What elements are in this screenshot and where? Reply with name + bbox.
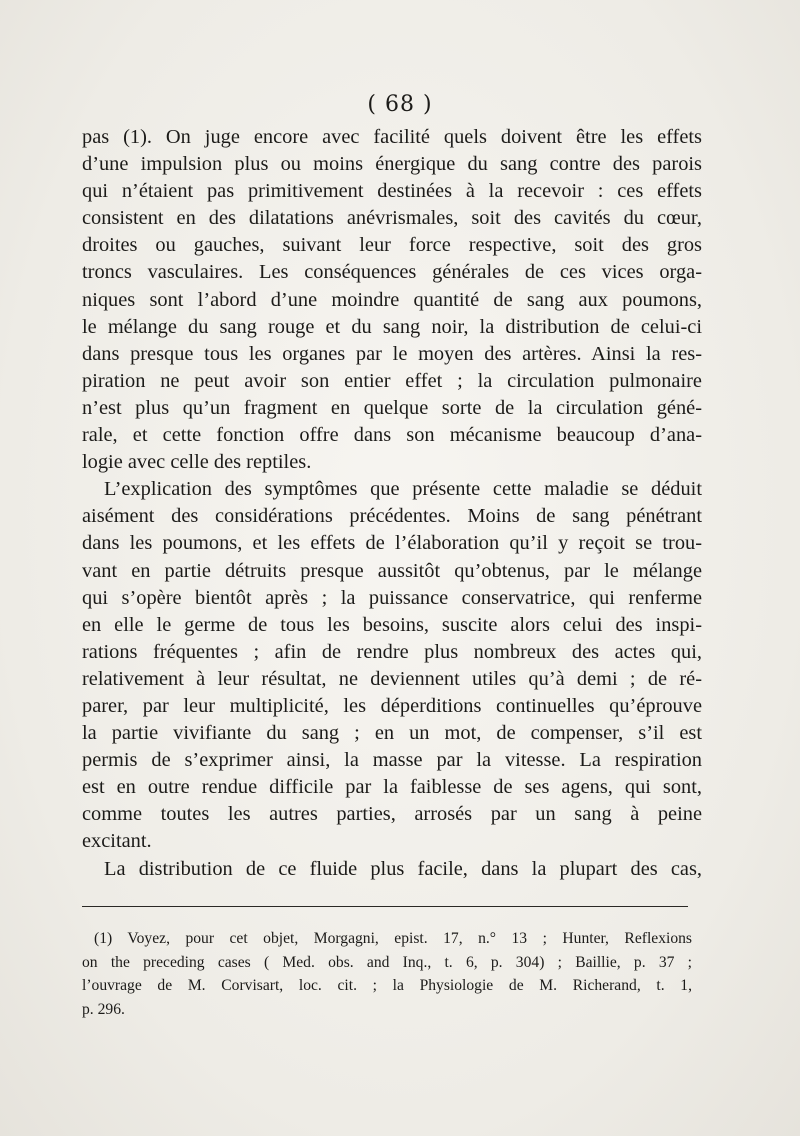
footnote-line: p. 296. — [82, 1000, 125, 1018]
body-line: parer, par leur multiplicité, les déperditions continuelles qu’éprouve — [82, 694, 702, 717]
body-line: relativement à leur résultat, ne deviennent utiles qu’à demi ; de ré- — [82, 667, 702, 690]
body-line: le mélange du sang rouge et du sang noir, la distribution de celui-ci — [82, 315, 702, 338]
body-line: droites ou gauches, suivant leur force respective, soit des gros — [82, 234, 702, 257]
body-text — [82, 124, 702, 883]
footnote-line: (1) Voyez, pour cet objet, Morgagni, epist. 17, n.° 13 ; Hunter, Reflexions — [94, 930, 692, 947]
body-line: la partie vivifiante du sang ; en un mot, de compenser, s’il est — [82, 722, 702, 745]
body-line: en elle le germe de tous les besoins, suscite alors celui des inspi- — [82, 613, 702, 636]
body-line: aisément des considérations précédentes. Moins de sang pénétrant — [82, 505, 702, 528]
body-line: La distribution de ce fluide plus facile, dans la plupart des cas, — [104, 857, 702, 880]
page-number: ( 68 ) — [367, 92, 433, 117]
body-line: d’une impulsion plus ou moins énergique du sang contre des parois — [82, 153, 702, 176]
body-line: niques sont l’abord d’une moindre quantité de sang aux poumons, — [82, 288, 702, 311]
body-line: comme toutes les autres parties, arrosés par un sang à peine — [82, 803, 702, 826]
body-line: rations fréquentes ; afin de rendre plus nombreux des actes qui, — [82, 640, 702, 663]
body-line: excitant. — [82, 830, 152, 853]
footnote-divider — [82, 906, 688, 907]
body-line: dans les poumons, et les effets de l’élaboration qu’il y reçoit se trou- — [82, 532, 702, 555]
body-line: piration ne peut avoir son entier effet ; la circulation pulmonaire — [82, 369, 702, 392]
footnote-line: l’ouvrage de M. Corvisart, loc. cit. ; la Physiologie de M. Richerand, t. 1, — [82, 977, 692, 995]
body-line: n’est plus qu’un fragment en quelque sorte de la circulation géné- — [82, 396, 702, 419]
body-line: troncs vasculaires. Les conséquences générales de ces vices orga- — [82, 261, 702, 284]
footnote-line: on the preceding cases ( Med. obs. and Inq., t. 6, p. 304) ; Baillie, p. 37 ; — [82, 953, 692, 971]
body-line: rale, et cette fonction offre dans son mécanisme beaucoup d’ana- — [82, 424, 702, 447]
body-line: L’explication des symptômes que présente cette maladie se déduit — [104, 478, 702, 501]
body-line: dans presque tous les organes par le moyen des artères. Ainsi la res- — [82, 342, 702, 365]
body-line: consistent en des dilatations anévrismales, soit des cavités du cœur, — [82, 207, 702, 230]
body-line: qui s’opère bientôt après ; la puissance conservatrice, qui renferme — [82, 586, 702, 609]
body-line: vant en partie détruits presque aussitôt qu’obtenus, par le mélange — [82, 559, 702, 582]
body-line: est en outre rendue difficile par la faiblesse de ses agens, qui sont, — [82, 776, 702, 799]
footnote — [82, 927, 692, 1021]
body-line: logie avec celle des reptiles. — [82, 451, 312, 474]
body-line: pas (1). On juge encore avec facilité quels doivent être les effets — [82, 126, 702, 148]
body-line: permis de s’exprimer ainsi, la masse par la vitesse. La respiration — [82, 749, 702, 772]
body-line: qui n’étaient pas primitivement destinées à la recevoir : ces effets — [82, 180, 702, 203]
